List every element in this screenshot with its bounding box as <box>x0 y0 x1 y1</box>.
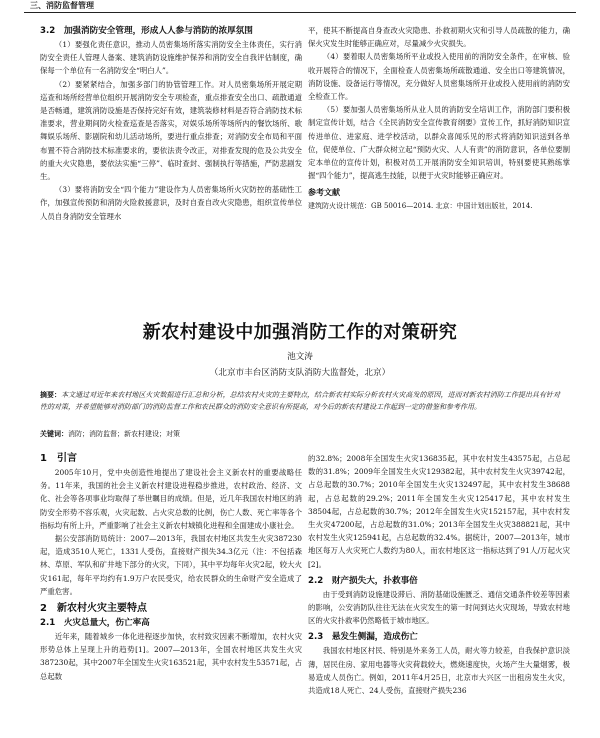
paragraph: （2）要紧紧结合，加强多部门的协管管理工作。对人员密集场所开展定期巡查和场所经营单位组织开展消防安全专项检查，重点排查安全出口、疏散通道是否畅通，建筑消防设施是否保持完好有效，建筑装修材料是否符合消防技术标准要求，营业期间防火检查巡查是否落实，对娱乐场所等场所内的餐饮场所、歌舞娱乐场所、影剧院和幼儿活动场所，要进行重点排查；对消防安全布局和平面布置不符合消防技术标准要求的，要依法责令改正，对排查发现的危及公共安全的重大火灾隐患，要依法实施“三停”、临时查封、强制执行等措施，严防悲剧发生。 <box>40 79 302 182</box>
lower-right-column <box>308 452 570 697</box>
reference-item: 建筑防火设计规范：GB 50016—2014. 北京：中国计划出版社，2014. <box>308 201 533 210</box>
section-1-title: 1 引言 <box>40 453 77 464</box>
paragraph: （5）要加强人员密集场所从业人员的消防安全培训工作，消防部门要积极制定宣传计划，结合《全民消防安全宣传教育纲要》宣传工作，抓好消防知识宣传进单位、进家庭、进学校活动，以群众喜闻乐见的形式将消防知识送到各单位，促使单位、广大群众树立起“预防火灾、人人有责”的消防意识，各单位要制定本单位的宣传计划，积极对员工开展消防安全知识培训，特别要使其熟练掌握“四个能力”，提高逃生技能，以便于火灾时能够正确应对。 <box>308 105 570 181</box>
paragraph: （4）要着眼人员密集场所平业或投入使用前的消防安全条件，在审核、验收开展符合的情况下，全面检查人员密集场所疏散通道、安全出口等建筑情况，消防设施、设备运行等情况，充分做好人员密集场所开业或投入使用前的消防安全检查工作。 <box>308 52 570 102</box>
abstract-label: 摘要： <box>40 391 62 399</box>
section-2-title: 2 新农村火灾主要特点 <box>40 603 147 615</box>
header-rule <box>24 12 576 13</box>
paragraph: 的32.8%；2008年全国发生火灾136835起，其中农村发生43575起，占总起数的31.8%；2009年全国发生火灾129382起，其中农村发生火灾39742起，占总起数的30.7%；2010年全国发生火灾132497起，其中农村发生38688起，占总起数的29.2%；2011年全国发生火灾125417起，其中农村发生38504起，占总起数的30.7%；2012年全国发生火灾152157起，其中农村发生火灾47200起，占总起数的31.0%；2013年全国发生火灾388821起，其中农村发生火灾125941起，占总起数的32.4%。据统计，2007—2013年，城市地区每万人火灾死亡人数约为80人，而农村地区这一指标达到了91人/万起火灾[2]。 <box>308 454 570 569</box>
upper-left-column <box>40 24 302 223</box>
paragraph: （1）要强化责任意识，推动人员密集场所落实消防安全主体责任，实行消防安全责任人管理人备案、建筑消防设施维护保养和消防安全自我评估制度，确保每一个单位有一名消防安全“明白人”。 <box>40 40 302 76</box>
upper-right-column <box>308 24 570 212</box>
section-3-2-title: 3.2 加强消防安全管理，形成人人参与消防的浓厚氛围 <box>40 26 253 36</box>
paragraph: （3）要将消防安全“四个能力”建设作为人员密集场所火灾防控的基础性工作，加强宣传预防和消防火险救援意识，及时自查自改火灾隐患，组织宣传单位人员自身消防安全管理水 <box>40 185 302 221</box>
paragraph: 近年来，随着城乡一体化进程逐步加快，农村致灾因素不断增加，农村火灾形势总体上呈现上升的趋势[1]。2007—2013年，全国农村地区共发生火灾387230起，其中2007年全国发生火灾163521起，其中农村发生53571起，占总起数 <box>40 632 302 681</box>
section-2-3-title: 2.3 悬发生侧漏，造成伤亡 <box>308 632 418 643</box>
paragraph: 平，使其不断提高自身查改火灾隐患、扑救初期火灾和引导人员疏散的能力，确保火灾发生时能够正确应对，尽量减少火灾损失。 <box>308 26 570 49</box>
article-title: 新农村建设中加强消防工作的对策研究 <box>142 322 458 343</box>
keywords-text: 消防；消防监督；新农村建设；对策 <box>68 430 180 438</box>
paragraph: 2005年10月，党中央创造性地提出了建设社会主义新农村的重要战略任务。11年来，我国的社会主义新农村建设进程稳步推进，农村政治、经济、文化、社会等各项事业均取得了举世瞩目的成绩。但是，近几年我国农村地区的消防安全形势不容乐观，火灾起数、占火灾总数的比例，伤亡人数、死亡率等各个指标均有所上升，严重影响了社会主义新农村城镇化进程和全面建成小康社会。 <box>40 468 302 530</box>
running-head: 三、消防监督管理 <box>30 1 94 10</box>
keywords <box>40 428 560 440</box>
lower-left-column <box>40 452 302 683</box>
section-2-1-title: 2.1 火灾总量大，伤亡率高 <box>40 618 150 629</box>
author: 池文涛 <box>287 352 313 362</box>
abstract <box>40 389 560 413</box>
paragraph: 据公安部消防局统计：2007—2013年，我国农村地区共发生火灾387230起，造成3510人死亡，1331人受伤，直接财产损失34.3亿元（注：不包括森林、草原、军队和矿井地下部分的火灾，下同），其中平均每年火灾2起，较大火灾161起，每年平均约有1.9万户农民受灾，给农民群众的生命财产安全造成了严重危害。 <box>40 534 302 596</box>
section-2-2-title: 2.2 财产损失大，扑救事倍 <box>308 575 418 586</box>
paragraph: 由于受到消防设施建设滞后、消防基础设施匮乏、通信交通条件较差等因素的影响，公安消防队往往无法在火灾发生的第一时间到达火灾现场，导致农村地区的火灾扑救率仍然略低于城市地区。 <box>308 589 570 626</box>
affiliation: （北京市丰台区消防支队消防大监督处，北京） <box>209 368 391 378</box>
abstract-text: 本文通过对近年来农村地区火灾数据进行汇总和分析，总结农村火灾的主要特点，结合新农村实际分析农村火灾高发的原因，进而对新农村消防工作提出具有针对性的对策，并希望能够对消防部门的消防监督工作和农民群众的消防安全意识有所提高，对今后的新农村建设工作起到一定的借鉴和参考作用。 <box>40 391 561 411</box>
keywords-label: 关键词： <box>40 430 68 438</box>
paragraph: 我国农村地区村民、特别是外来务工人员，耐火等力较差，自我保护意识淡薄，居民住房、家用电器等火灾荷载较大，燃烧速度快，火场产生大量烟雾，极易造成人员伤亡。例如，2011年4月25日，北京市大兴区一出租房发生火灾，共造成18人死亡、24人受伤，直接财产损失236 <box>308 646 570 696</box>
references-title: 参考文献 <box>308 188 340 198</box>
